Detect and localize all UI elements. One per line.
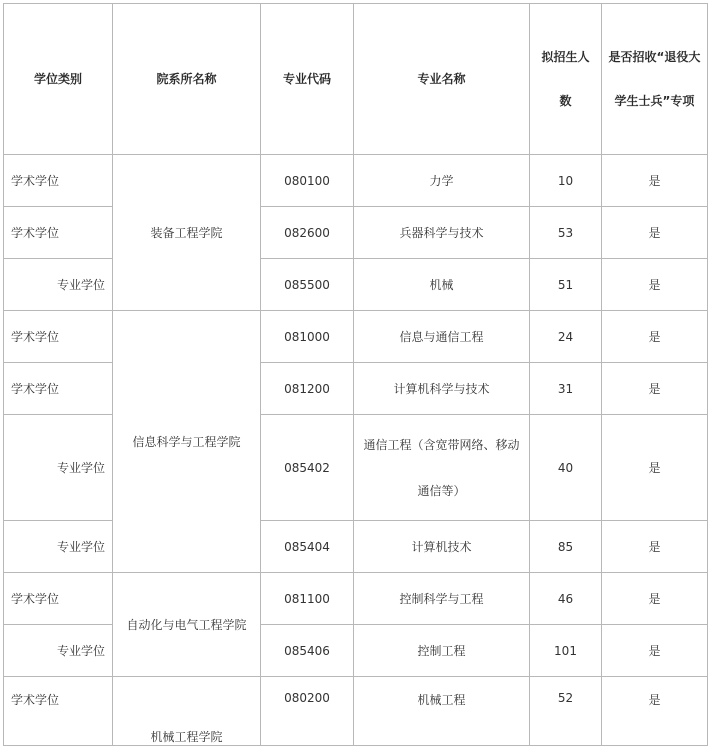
table-row [4, 677, 708, 746]
code-cell: 082600 [261, 207, 354, 259]
count-cell: 31 [530, 363, 602, 415]
table-row [4, 363, 708, 415]
header-veteran: 是否招收“退役大学生士兵”专项 [602, 4, 708, 155]
table-row [4, 207, 708, 259]
count-cell: 53 [530, 207, 602, 259]
degree-cell: 学术学位 [4, 155, 113, 207]
degree-cell: 学术学位 [4, 573, 113, 625]
code-cell: 085404 [261, 521, 354, 573]
degree-cell: 学术学位 [4, 363, 113, 415]
count-cell: 51 [530, 259, 602, 311]
count-cell: 10 [530, 155, 602, 207]
code-cell: 080200 [261, 677, 354, 746]
table-row [4, 259, 708, 311]
veteran-cell: 是 [602, 573, 708, 625]
count-cell: 52 [530, 677, 602, 746]
veteran-cell: 是 [602, 415, 708, 521]
count-cell: 46 [530, 573, 602, 625]
veteran-cell: 是 [602, 625, 708, 677]
name-cell: 控制工程 [354, 625, 530, 677]
code-cell: 081000 [261, 311, 354, 363]
name-cell: 兵器科学与技术 [354, 207, 530, 259]
school-cell: 装备工程学院 [113, 155, 261, 311]
header-row [4, 4, 708, 155]
count-cell: 24 [530, 311, 602, 363]
name-cell: 计算机技术 [354, 521, 530, 573]
name-cell: 力学 [354, 155, 530, 207]
degree-cell: 专业学位 [4, 259, 113, 311]
school-cell: 信息科学与工程学院 [113, 311, 261, 573]
school-cell: 自动化与电气工程学院 [113, 573, 261, 677]
veteran-cell: 是 [602, 155, 708, 207]
degree-cell: 专业学位 [4, 415, 113, 521]
header-major-code: 专业代码 [261, 4, 354, 155]
degree-cell: 学术学位 [4, 311, 113, 363]
count-cell: 85 [530, 521, 602, 573]
name-cell: 机械工程 [354, 677, 530, 746]
veteran-cell: 是 [602, 207, 708, 259]
degree-cell: 学术学位 [4, 677, 113, 746]
degree-cell: 学术学位 [4, 207, 113, 259]
table-row [4, 521, 708, 573]
name-cell: 通信工程（含宽带网络、移动通信等） [354, 415, 530, 521]
header-school: 院系所名称 [113, 4, 261, 155]
code-cell: 081100 [261, 573, 354, 625]
school-cell: 机械工程学院 [113, 677, 261, 746]
code-cell: 085500 [261, 259, 354, 311]
name-cell: 控制科学与工程 [354, 573, 530, 625]
name-cell: 计算机科学与技术 [354, 363, 530, 415]
header-degree-type: 学位类别 [4, 4, 113, 155]
table-row [4, 625, 708, 677]
veteran-cell: 是 [602, 259, 708, 311]
code-cell: 085406 [261, 625, 354, 677]
name-cell: 信息与通信工程 [354, 311, 530, 363]
table-row [4, 415, 708, 521]
code-cell: 081200 [261, 363, 354, 415]
veteran-cell: 是 [602, 521, 708, 573]
enrollment-table [3, 3, 708, 746]
code-cell: 080100 [261, 155, 354, 207]
table-row [4, 155, 708, 207]
header-planned: 拟招生人数 [530, 4, 602, 155]
table-row [4, 311, 708, 363]
degree-cell: 专业学位 [4, 521, 113, 573]
count-cell: 40 [530, 415, 602, 521]
veteran-cell: 是 [602, 311, 708, 363]
veteran-cell: 是 [602, 677, 708, 746]
name-cell: 机械 [354, 259, 530, 311]
count-cell: 101 [530, 625, 602, 677]
code-cell: 085402 [261, 415, 354, 521]
table-row [4, 573, 708, 625]
degree-cell: 专业学位 [4, 625, 113, 677]
header-major-name: 专业名称 [354, 4, 530, 155]
veteran-cell: 是 [602, 363, 708, 415]
